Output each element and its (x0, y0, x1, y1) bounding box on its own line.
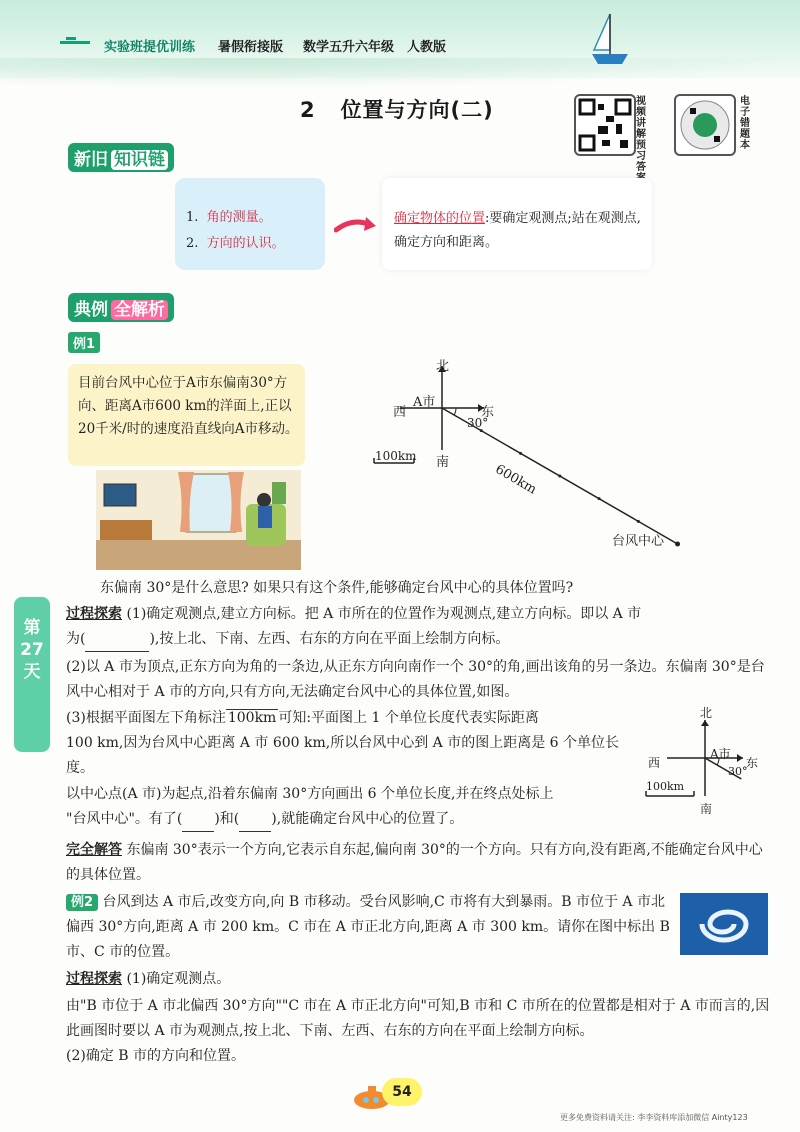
diagram-distance-label: 600km (492, 462, 539, 498)
sailboat-icon (588, 10, 632, 68)
day-tab-line: 天 (23, 662, 41, 682)
small-angle-label: 30° (728, 765, 748, 778)
example1-process-2: (2)以 A 市为顶点,正东方向为角的一条边,从正东方向向南作一个 30°的角,画出该角的另一条边。东偏南 30°是台风中心相对于 A 市的方向,只有方向,无法确定台风中心的具体位置,如图。 (66, 659, 765, 700)
diagram-center-label: A市 (413, 395, 436, 410)
example1-badge: 例1 (68, 332, 100, 353)
header-edition: 暑假衔接版 (218, 40, 284, 55)
section-prefix: 典例 (74, 300, 108, 320)
small-scale-label: 100km (646, 780, 685, 793)
header-wave (0, 58, 800, 88)
example1-process-3 (66, 706, 636, 781)
new-knowledge-text (394, 207, 644, 255)
section-highlight: 知识链 (111, 150, 168, 170)
example2-process-3: (2)确定 B 市的方向和位置。 (66, 1048, 246, 1064)
new-knowledge-term: 确定物体的位置 (394, 211, 486, 226)
section-highlight: 全解析 (111, 300, 168, 320)
header-logo-icon (60, 36, 94, 48)
inline-scale: 100km (227, 710, 277, 726)
answer-blank[interactable] (182, 817, 214, 832)
living-room-illustration (96, 470, 301, 570)
example2-problem: 台风到达 A 市后,改变方向,向 B 市移动。受台风影响,C 市将有大到暴雨。B 市位于 A 市北偏西 30°方向,距离 A 市 200 km。C 市在 A 市正北方向,距离 A 市 300 km。请你在图中标出 B 市、C 市的位置。 (66, 894, 670, 960)
qr-label-video: 视频讲解预习答 (636, 96, 646, 173)
process-text: (1)确定观测点。 (126, 971, 231, 987)
example1-process-1 (66, 602, 772, 652)
unit-mark (637, 520, 640, 523)
process-label: 过程探索 (66, 971, 122, 987)
answer-label: 完全解答 (66, 842, 122, 858)
header-brand: 实验班提优训练 (104, 40, 196, 55)
header-publisher: 人教版 (407, 40, 447, 55)
day-tab (14, 597, 50, 752)
unit-mark (598, 497, 601, 500)
process-text: ),就能确定台风中心的位置了。 (271, 811, 464, 827)
review-item (186, 232, 285, 251)
small-center-label: A市 (710, 747, 731, 761)
example2-problem-block (66, 890, 672, 965)
process-label: 过程探索 (66, 606, 122, 622)
example2-badge: 例2 (66, 894, 98, 911)
small-east-label: 东 (746, 756, 759, 770)
process-text: ),按上北、下南、左西、右东的方向在平面上绘制方向标。 (149, 631, 510, 647)
process-text: 100 km,因为台风中心距离 A 市 600 km,所以台风中心到 A 市的图上距离是 6 个单位长度。 (66, 735, 620, 776)
diagram-angle-label: 30° (467, 416, 489, 430)
diagram-north-label: 北 (436, 359, 450, 374)
small-west-label: 西 (648, 756, 661, 770)
qr-label-mistakes: 电子错题本 (740, 96, 750, 151)
example1-process-4 (66, 782, 646, 832)
review-item (186, 206, 272, 225)
review-num: 2. (186, 236, 199, 251)
diagram-scale-label: 100km (375, 449, 417, 463)
east-arrowhead (737, 754, 743, 762)
title-number: 2 (300, 98, 316, 122)
review-text: 方向的认识。 (206, 236, 285, 251)
example1-answer (66, 838, 776, 888)
typhoon-center-point (675, 542, 680, 547)
new-knowledge-body: :要确定观测点;站在观测点,确定方向和距离。 (394, 211, 641, 250)
footer-note: 更多免费资料请关注: 李李资料库添加微信 Ainty123 (560, 1113, 748, 1122)
page-number: 54 (382, 1078, 422, 1106)
process-text: )和( (214, 811, 240, 827)
section-prefix: 新旧 (74, 150, 108, 170)
example2-process-1 (66, 967, 772, 992)
section-knowledge-link (68, 143, 174, 172)
qr-code-icon (576, 96, 634, 154)
diagram-west-label: 西 (393, 405, 407, 420)
process-text: (3)根据平面图左下角标注 (66, 710, 226, 726)
review-text: 角的测量。 (206, 210, 272, 225)
day-tab-line: 第 (23, 618, 41, 638)
process-text: 为( (66, 631, 86, 647)
link-arrow-icon (334, 214, 378, 238)
example1-question: 东偏南 30°是什么意思? 如果只有这个条件,能够确定台风中心的具体位置吗? (100, 580, 574, 596)
qr-code-icon (676, 96, 734, 154)
example2-process-2: 由"B 市位于 A 市北偏西 30°方向""C 市在 A 市正北方向"可知,B 市和 C 市所在的位置都是相对于 A 市而言的,因此画图时要以 A 市为观测点,按上北、下南、左西、右东的方向在平面上绘制方向标。 (66, 998, 770, 1039)
section-examples (68, 293, 174, 322)
example1-problem: 目前台风中心位于A市东偏南30°方向、距离A市600 km的洋面上,正以20千米/时的速度沿直线向A市移动。 (78, 375, 299, 437)
answer-blank[interactable] (239, 817, 271, 832)
typhoon-satellite-image (680, 893, 768, 955)
unit-mark (558, 475, 561, 478)
answer-blank[interactable] (85, 637, 149, 652)
process-text: "台风中心"。有了( (66, 811, 183, 827)
title-text: 位置与方向(二) (340, 98, 494, 122)
review-num: 1. (186, 210, 199, 225)
diagram-target-label: 台风中心 (612, 534, 665, 549)
qr-code-mistakes[interactable] (674, 94, 736, 156)
answer-text: 东偏南 30°表示一个方向,它表示自东起,偏向南 30°的一个方向。只有方向,没有距离,不能确定台风中心的具体位置。 (66, 842, 763, 883)
page-title (300, 94, 494, 124)
process-text: 以中心点(A 市)为起点,沿着东偏南 30°方向画出 6 个单位长度,并在终点处标上 (66, 786, 554, 802)
unit-mark (519, 452, 522, 455)
qr-code-video[interactable] (574, 94, 636, 156)
diagram-east-label: 东 (481, 405, 495, 420)
header-grade: 数学五升六年级 (303, 40, 395, 55)
angle-arc (454, 408, 456, 415)
small-south-label: 南 (700, 802, 713, 816)
diagram-south-label: 南 (436, 455, 450, 470)
small-north-label: 北 (700, 706, 713, 720)
day-tab-line: 27 (20, 640, 44, 660)
process-text: (1)确定观测点,建立方向标。把 A 市所在的位置作为观测点,建立方向标。即以 A 市 (126, 606, 642, 622)
process-text: 可知:平面图上 1 个单位长度代表实际距离 (278, 710, 539, 726)
